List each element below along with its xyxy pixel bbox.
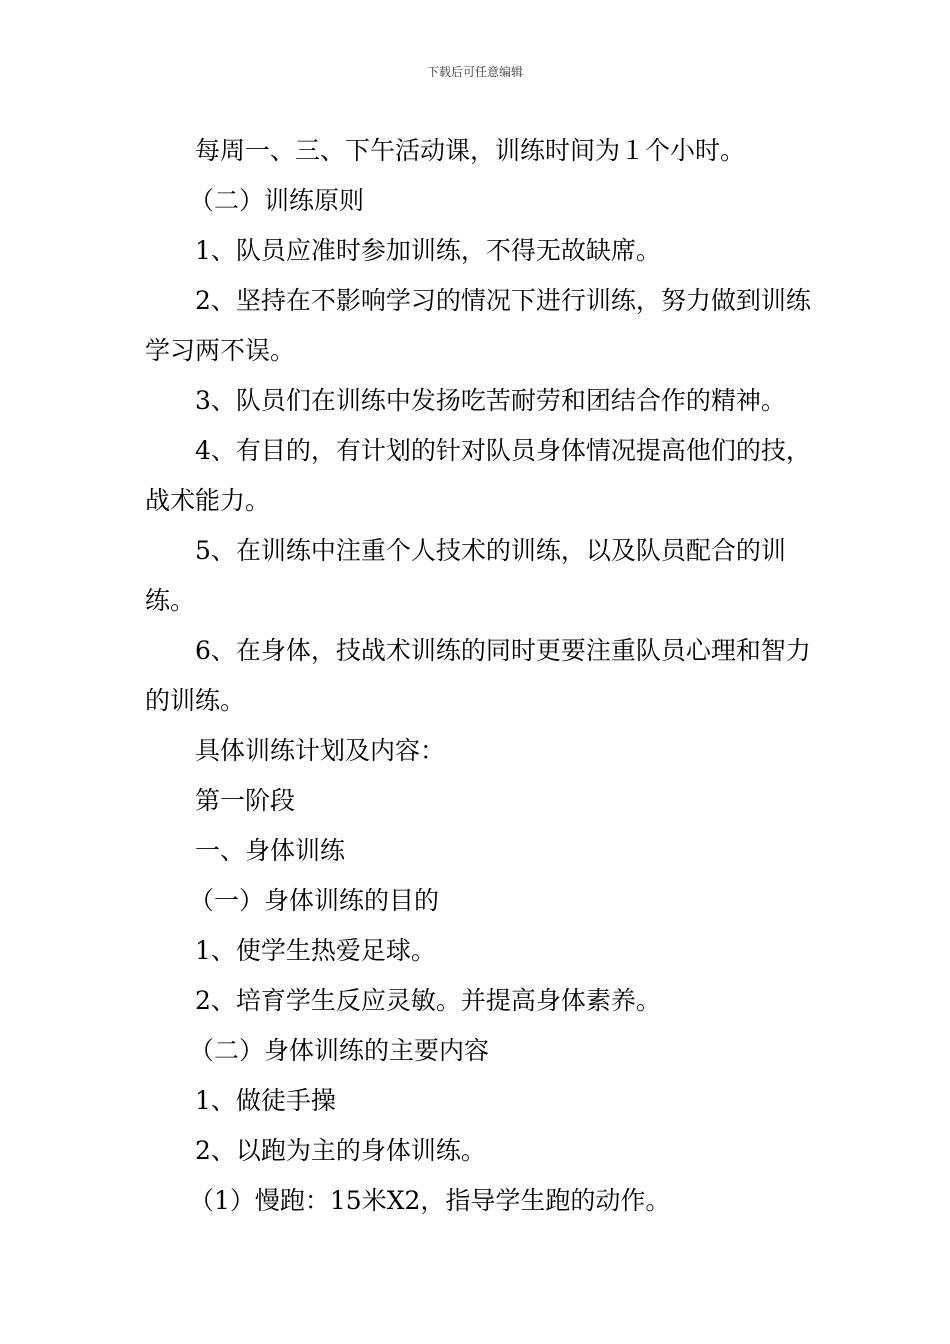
document-body <box>145 126 825 1226</box>
paragraph: 6、在身体，技战术训练的同时更要注重队员心理和智力的训练。 <box>145 636 811 715</box>
paragraph: 1、使学生热爱足球。 <box>195 936 436 965</box>
section-heading: 一、身体训练 <box>195 836 346 865</box>
section-heading: （二）训练原则 <box>189 186 365 215</box>
paragraph: 每周一、三、下午活动课，训练时间为１个小时。 <box>195 136 746 165</box>
paragraph: 2、培育学生反应灵敏。并提高身体素养。 <box>195 986 661 1015</box>
section-heading: 第一阶段 <box>195 786 296 815</box>
paragraph: 1、做徒手操 <box>195 1086 336 1115</box>
page-header: 下载后可任意编辑 <box>426 65 523 79</box>
paragraph: 具体训练计划及内容： <box>195 736 446 765</box>
paragraph: （1）慢跑：15米X2，指导学生跑的动作。 <box>189 1186 671 1215</box>
paragraph: 4、有目的，有计划的针对队员身体情况提高他们的技，战术能力。 <box>145 436 811 515</box>
section-heading: （二）身体训练的主要内容 <box>189 1036 490 1065</box>
paragraph: 3、队员们在训练中发扬吃苦耐劳和团结合作的精神。 <box>195 386 786 415</box>
paragraph: 2、以跑为主的身体训练。 <box>195 1136 486 1165</box>
paragraph: 5、在训练中注重个人技术的训练，以及队员配合的训练。 <box>145 536 786 615</box>
section-heading: （一）身体训练的目的 <box>189 886 440 915</box>
paragraph: 2、坚持在不影响学习的情况下进行训练，努力做到训练学习两不误。 <box>145 286 811 365</box>
paragraph: 1、队员应准时参加训练，不得无故缺席。 <box>195 236 661 265</box>
